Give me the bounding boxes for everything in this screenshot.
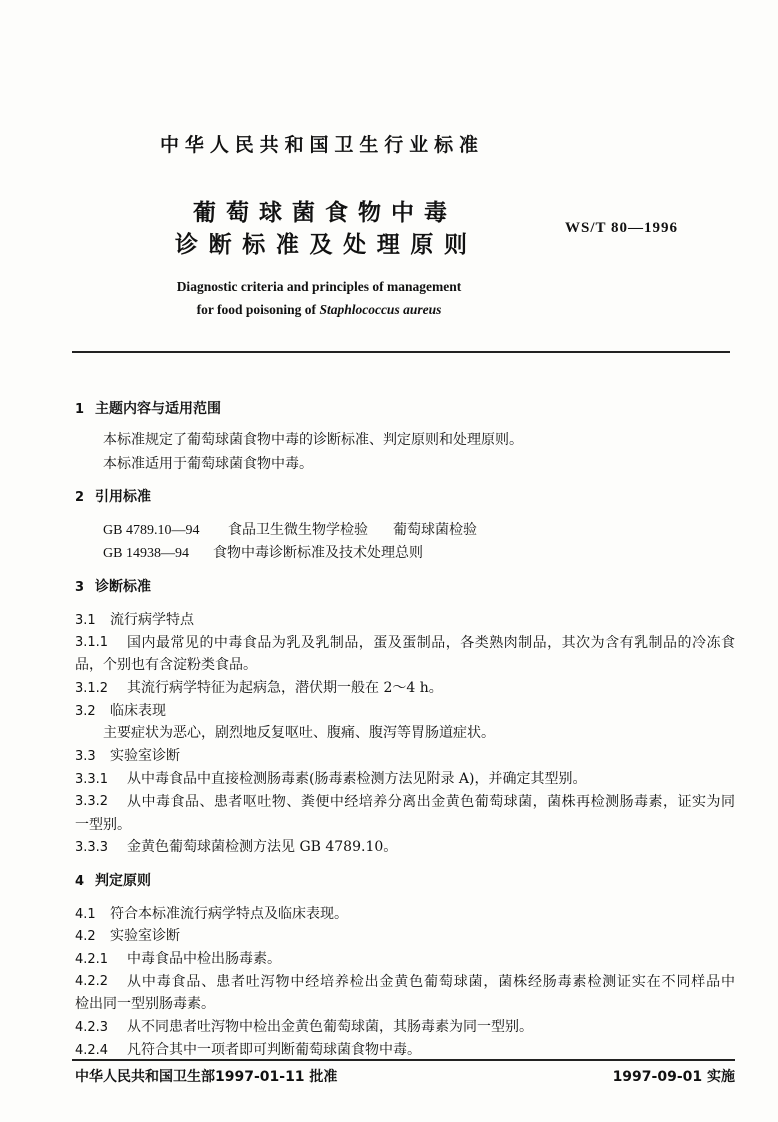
clause-title: 流行病学特点 bbox=[110, 612, 194, 628]
clause-title: 实验室诊断 bbox=[110, 748, 180, 764]
clause-text: 国内最常见的中毒食品为乳及乳制品，蛋及蛋制品，各类熟肉制品，其次为含有乳制品的冷冻食 bbox=[127, 635, 735, 651]
clause-number: 3.1.2 bbox=[75, 681, 109, 696]
english-title-line2 bbox=[109, 301, 529, 319]
section-title: 判定原则 bbox=[95, 873, 151, 889]
clause-number: 3.3.3 bbox=[75, 840, 109, 855]
clause-title: 实验室诊断 bbox=[110, 928, 180, 944]
section-3-heading bbox=[75, 577, 151, 597]
section-2-heading bbox=[75, 487, 151, 507]
clause-number: 4.2 bbox=[75, 929, 96, 944]
footer-divider bbox=[72, 1059, 735, 1061]
clause-title: 临床表现 bbox=[110, 703, 166, 719]
english-title-prefix: for food poisoning of bbox=[196, 302, 320, 317]
section-1-heading bbox=[75, 399, 221, 419]
clause-4-2-4 bbox=[75, 1040, 421, 1060]
reference-code: GB 14938—94 bbox=[103, 546, 189, 561]
standard-code: WS/T 80—1996 bbox=[565, 220, 678, 236]
clause-text: 从中毒食品中直接检测肠毒素(肠毒素检测方法见附录 A)，并确定其型别。 bbox=[127, 771, 587, 787]
clause-text: 从中毒食品、患者吐泻物中经培养检出金黄色葡萄球菌，菌株经肠毒素检测证实在不同样品中 bbox=[127, 974, 735, 990]
effective-date: 1997-09-01 实施 bbox=[612, 1069, 735, 1085]
reference-item bbox=[103, 520, 477, 540]
section-number: 4 bbox=[75, 874, 85, 889]
clause-number: 3.1 bbox=[75, 613, 96, 628]
clause-number: 4.2.2 bbox=[75, 974, 109, 989]
clause-text: 从中毒食品、患者呕吐物、粪便中经培养分离出金黄色葡萄球菌，菌株再检测肠毒素，证实为同 bbox=[127, 794, 735, 810]
english-title-species: Staphlococcus aureus bbox=[319, 302, 442, 317]
clause-3-1-1 bbox=[75, 633, 735, 653]
section-title: 诊断标准 bbox=[95, 579, 151, 595]
clause-text: 其流行病学特征为起病急，潜伏期一般在 2～4 h。 bbox=[127, 680, 443, 696]
clause-number: 4.2.4 bbox=[75, 1043, 109, 1058]
section-number: 3 bbox=[75, 580, 85, 595]
clause-text: 符合本标准流行病学特点及临床表现。 bbox=[110, 906, 348, 922]
paragraph: 主要症状为恶心，剧烈地反复呕吐、腹痛、腹泻等胃肠道症状。 bbox=[103, 725, 495, 741]
clause-number: 3.3 bbox=[75, 749, 96, 764]
clause-3-3-2 bbox=[75, 792, 735, 812]
clause-number: 4.1 bbox=[75, 907, 96, 922]
english-title-line1: Diagnostic criteria and principles of management bbox=[176, 279, 462, 294]
section-number: 1 bbox=[75, 402, 85, 417]
clause-number: 3.3.1 bbox=[75, 772, 109, 787]
clause-3-3-3 bbox=[75, 837, 397, 857]
section-number: 2 bbox=[75, 490, 85, 505]
section-title: 主题内容与适用范围 bbox=[95, 401, 221, 417]
reference-title: 食品卫生微生物学检验 bbox=[228, 522, 368, 538]
clause-3-2 bbox=[75, 701, 166, 721]
reference-code: GB 4789.10—94 bbox=[103, 523, 200, 538]
approval-note: 中华人民共和国卫生部1997-01-11 批准 bbox=[75, 1069, 338, 1085]
reference-subtitle: 葡萄球菌检验 bbox=[393, 522, 477, 538]
paragraph: 本标准适用于葡萄球菌食物中毒。 bbox=[103, 456, 313, 472]
clause-4-2 bbox=[75, 926, 180, 946]
clause-number: 3.2 bbox=[75, 704, 96, 719]
section-title: 引用标准 bbox=[95, 489, 151, 505]
clause-text: 金黄色葡萄球菌检测方法见 GB 4789.10。 bbox=[127, 839, 398, 855]
clause-text-continued: 品，个别也有含淀粉类食品。 bbox=[75, 657, 257, 673]
clause-3-3 bbox=[75, 746, 180, 766]
clause-number: 3.1.1 bbox=[75, 635, 109, 650]
clause-4-2-3 bbox=[75, 1017, 533, 1037]
clause-4-2-2 bbox=[75, 972, 735, 992]
document-title-line2: 诊断标准及处理原则 bbox=[175, 232, 467, 258]
clause-number: 4.2.3 bbox=[75, 1020, 109, 1035]
clause-text: 中毒食品中检出肠毒素。 bbox=[127, 951, 281, 967]
clause-4-1 bbox=[75, 904, 348, 924]
clause-number: 3.3.2 bbox=[75, 794, 109, 809]
clause-number: 4.2.1 bbox=[75, 952, 109, 967]
paragraph: 本标准规定了葡萄球菌食物中毒的诊断标准、判定原则和处理原则。 bbox=[103, 432, 523, 448]
reference-title: 食物中毒诊断标准及技术处理总则 bbox=[213, 545, 423, 561]
clause-text: 从不同患者吐泻物中检出金黄色葡萄球菌，其肠毒素为同一型别。 bbox=[127, 1019, 533, 1035]
clause-text-continued: 一型别。 bbox=[75, 817, 131, 833]
clause-3-1 bbox=[75, 610, 194, 630]
clause-4-2-1 bbox=[75, 949, 281, 969]
clause-text-continued: 检出同一型别肠毒素。 bbox=[75, 996, 215, 1012]
section-4-heading bbox=[75, 871, 151, 891]
header-divider bbox=[72, 351, 730, 353]
clause-3-1-2 bbox=[75, 678, 443, 698]
clause-text: 凡符合其中一项者即可判断葡萄球菌食物中毒。 bbox=[127, 1042, 421, 1058]
reference-item bbox=[103, 543, 423, 563]
clause-3-3-1 bbox=[75, 769, 586, 789]
standard-category: 中华人民共和国卫生行业标准 bbox=[160, 134, 478, 156]
document-title-line1: 葡萄球菌食物中毒 bbox=[193, 200, 447, 226]
